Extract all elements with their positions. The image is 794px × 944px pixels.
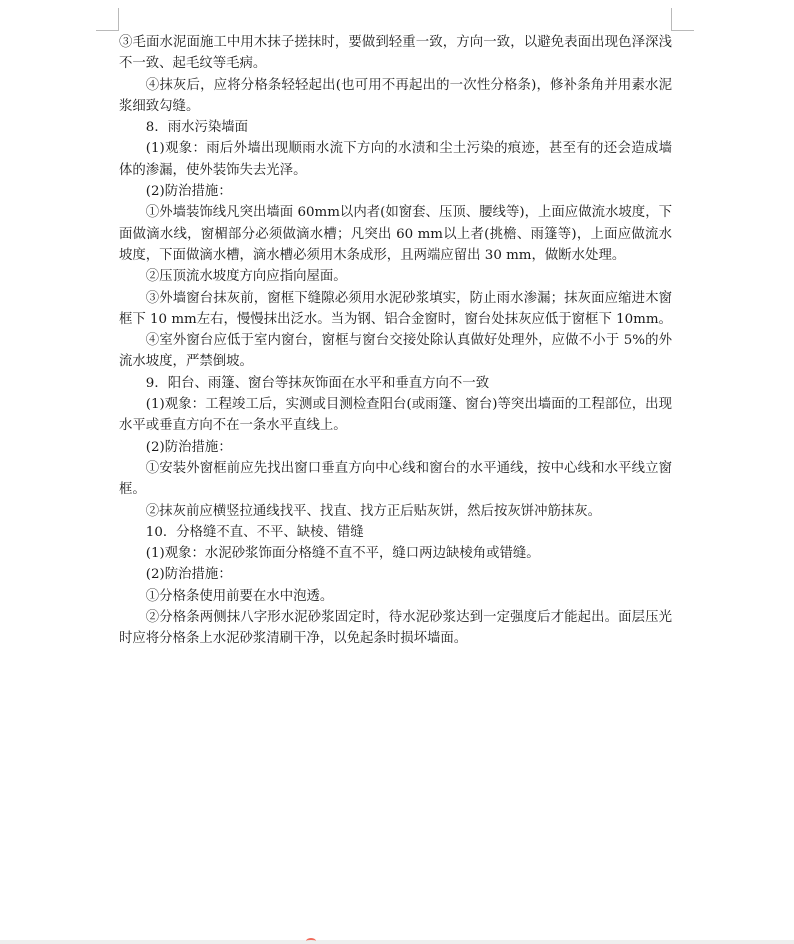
paragraph-8-measures-label: (2)防治措施： [145,184,232,200]
paragraph-9-phenomenon: (1)观象：工程竣工后，实测或目测检查阳台(或雨篷、窗台)等突出墙面的工程部位，出现水平或垂直方向不在一条水平直线上。 [119,397,672,434]
section-heading-10: 10．分格缝不直、不平、缺棱、错缝 [145,524,364,540]
paragraph-9-measures-label: (2)防治措施： [145,439,232,455]
paragraph-step-3-trowel: ③毛面水泥面施工中用木抹子搓抹时，要做到轻重一致，方向一致，以避免表面出现色泽深浅不一致、起毛纹等毛病。 [119,35,672,72]
document-body [119,32,672,650]
paragraph-8-measure-3: ③外墙窗台抹灰前，窗框下缝隙必须用水泥砂浆填实，防止雨水渗漏；抹灰面应缩进木窗框下 10 mm左右，慢慢抹出泛水。当为钢、铝合金窗时，窗台处抹灰应低于窗框下 10mm。 [119,290,672,327]
paragraph-8-measure-1: ①外墙装饰线凡突出墙面 60mm以内者(如窗套、压顶、腰线等)，上面应做流水坡度，下面做滴水线，窗楣部分必须做滴水槽；凡突出 60 mm以上者(挑檐、雨篷等)，上面应做流水坡度，下面做滴水槽，滴水槽必须用木条成形，且两端应留出 30 mm，做断水处理。 [119,205,672,263]
paragraph-8-phenomenon: (1)观象：雨后外墙出现顺雨水流下方向的水渍和尘土污染的痕迹，甚至有的还会造成墙体的渗漏，使外装饰失去光泽。 [119,141,672,178]
paragraph-10-phenomenon: (1)观象：水泥砂浆饰面分格缝不直不平，缝口两边缺棱角或错缝。 [145,546,540,562]
crop-mark-top-left-horizontal [96,30,119,31]
bottom-edge-mark [306,938,316,944]
paragraph-8-measure-2: ②压顶流水坡度方向应指向屋面。 [145,269,347,285]
section-heading-9: 9．阳台、雨篷、窗台等抹灰饰面在水平和垂直方向不一致 [145,375,490,391]
paragraph-10-measure-2: ②分格条两侧抹八字形水泥砂浆固定时，待水泥砂浆达到一定强度后才能起出。面层压光时应将分格条上水泥砂浆清刷干净，以免起条时损坏墙面。 [119,610,672,647]
crop-mark-top-left-vertical [118,8,119,30]
paragraph-8-measure-4: ④室外窗台应低于室内窗台，窗框与窗台交接处除认真做好处理外，应做不小于 5%的外流水坡度，严禁倒坡。 [119,333,672,370]
paragraph-9-measure-1: ①安装外窗框前应先找出窗口垂直方向中心线和窗台的水平通线，按中心线和水平线立窗框。 [119,460,672,498]
crop-mark-top-right-vertical [671,8,672,30]
paragraph-10-measure-1: ①分格条使用前要在水中泡透。 [145,588,334,604]
paragraph-10-measures-label: (2)防治措施： [145,567,232,583]
section-heading-8: 8．雨水污染墙面 [145,120,249,136]
paragraph-9-measure-2: ②抹灰前应横竖拉通线找平、找直、找方正后贴灰饼，然后按灰饼冲筋抹灰。 [145,503,602,519]
crop-mark-top-right-horizontal [671,30,694,31]
paragraph-step-4-remove-strips: ④抹灰后，应将分格条轻轻起出(也可用不再起出的一次性分格条)，修补条角并用素水泥浆细致勾缝。 [119,77,672,114]
